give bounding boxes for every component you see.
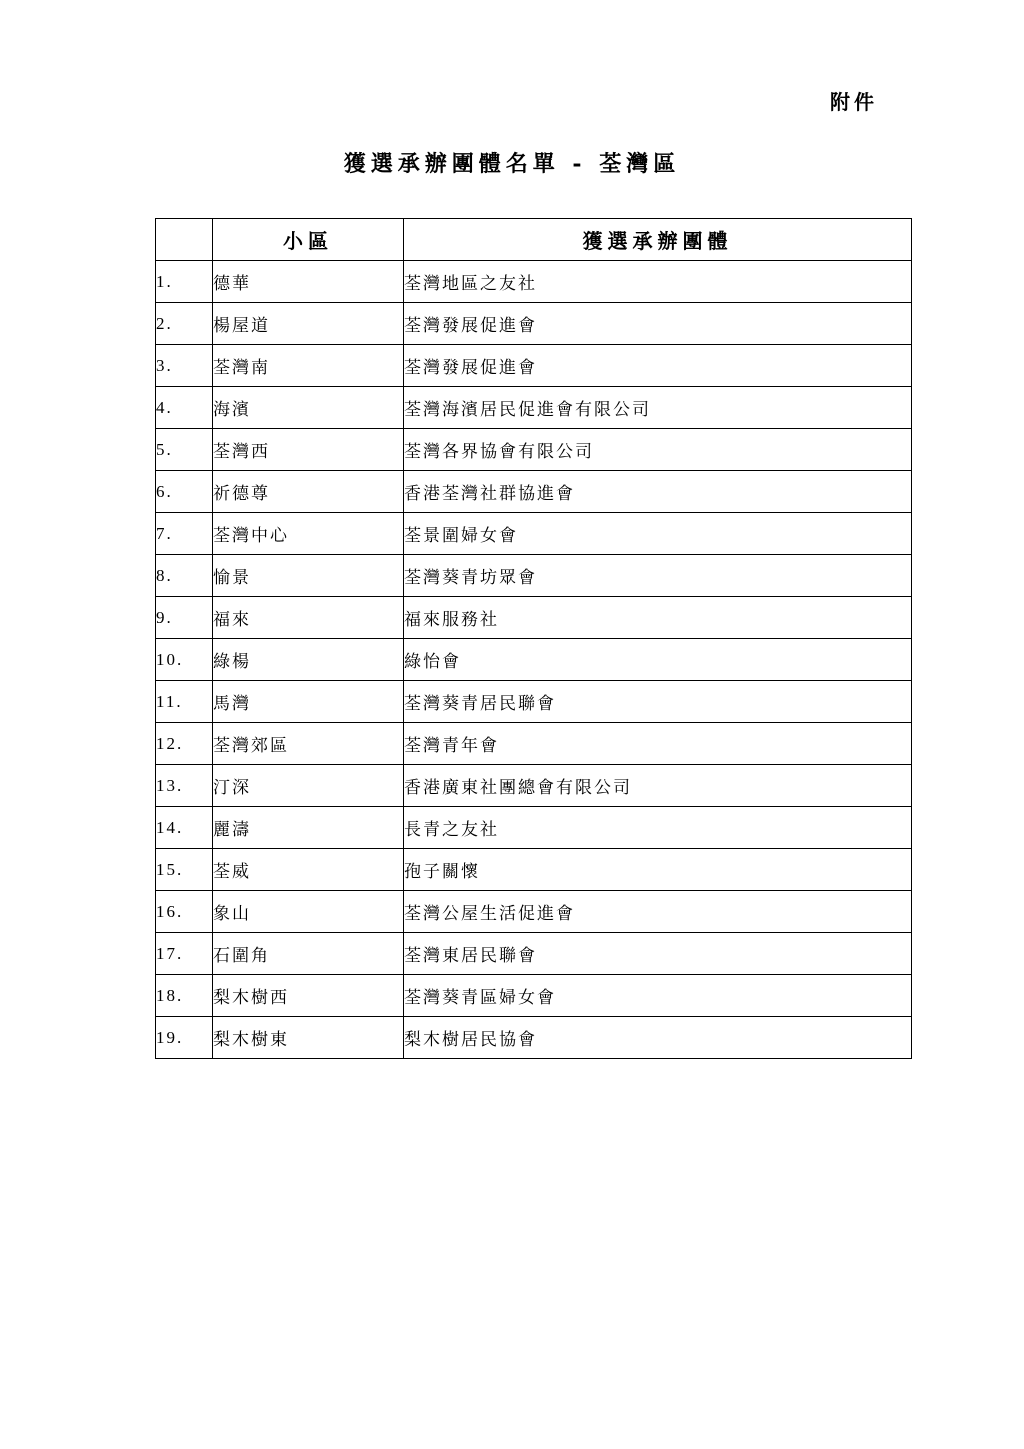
row-number: 18. <box>156 975 213 1017</box>
row-district: 荃灣南 <box>213 345 404 387</box>
table-row <box>156 345 912 387</box>
row-number: 17. <box>156 933 213 975</box>
row-number: 16. <box>156 891 213 933</box>
row-number: 19. <box>156 1017 213 1059</box>
row-district: 荃灣郊區 <box>213 723 404 765</box>
table-row <box>156 513 912 555</box>
header-district: 小區 <box>213 219 404 261</box>
row-district: 愉景 <box>213 555 404 597</box>
row-organisation: 福來服務社 <box>404 597 912 639</box>
row-number: 12. <box>156 723 213 765</box>
header-number <box>156 219 213 261</box>
row-organisation: 荃灣東居民聯會 <box>404 933 912 975</box>
row-organisation: 荃灣公屋生活促進會 <box>404 891 912 933</box>
table-row <box>156 849 912 891</box>
row-organisation: 荃灣地區之友社 <box>404 261 912 303</box>
row-number: 8. <box>156 555 213 597</box>
row-district: 荃灣西 <box>213 429 404 471</box>
row-organisation: 香港廣東社團總會有限公司 <box>404 765 912 807</box>
table-row <box>156 891 912 933</box>
row-number: 6. <box>156 471 213 513</box>
row-organisation: 荃灣各界協會有限公司 <box>404 429 912 471</box>
row-organisation: 荃灣青年會 <box>404 723 912 765</box>
table-row <box>156 723 912 765</box>
row-organisation: 荃景圍婦女會 <box>404 513 912 555</box>
table-row <box>156 933 912 975</box>
row-number: 10. <box>156 639 213 681</box>
row-district: 綠楊 <box>213 639 404 681</box>
row-district: 馬灣 <box>213 681 404 723</box>
table-row <box>156 975 912 1017</box>
table-row <box>156 429 912 471</box>
table-row <box>156 597 912 639</box>
row-number: 2. <box>156 303 213 345</box>
row-organisation: 荃灣海濱居民促進會有限公司 <box>404 387 912 429</box>
row-district: 石圍角 <box>213 933 404 975</box>
table-row <box>156 261 912 303</box>
row-number: 1. <box>156 261 213 303</box>
annex-label: 附件 <box>830 90 878 114</box>
row-number: 15. <box>156 849 213 891</box>
row-district: 梨木樹東 <box>213 1017 404 1059</box>
row-number: 5. <box>156 429 213 471</box>
row-number: 3. <box>156 345 213 387</box>
row-organisation: 荃灣葵青坊眾會 <box>404 555 912 597</box>
table-row <box>156 1017 912 1059</box>
document-title: 獲選承辦團體名單 - 荃灣區 <box>343 151 681 177</box>
organisation-table <box>155 218 912 1059</box>
row-district: 荃威 <box>213 849 404 891</box>
row-number: 9. <box>156 597 213 639</box>
row-organisation: 荃灣葵青居民聯會 <box>404 681 912 723</box>
row-district: 福來 <box>213 597 404 639</box>
table-row <box>156 303 912 345</box>
row-district: 荃灣中心 <box>213 513 404 555</box>
row-organisation: 荃灣發展促進會 <box>404 303 912 345</box>
row-number: 7. <box>156 513 213 555</box>
row-organisation: 梨木樹居民協會 <box>404 1017 912 1059</box>
row-organisation: 孢子關懷 <box>404 849 912 891</box>
row-district: 象山 <box>213 891 404 933</box>
row-district: 梨木樹西 <box>213 975 404 1017</box>
row-district: 祈德尊 <box>213 471 404 513</box>
row-organisation: 香港荃灣社群協進會 <box>404 471 912 513</box>
table-row <box>156 681 912 723</box>
table-row <box>156 807 912 849</box>
header-organisation: 獲選承辦團體 <box>404 219 912 261</box>
table-row <box>156 765 912 807</box>
table-row <box>156 387 912 429</box>
table-row <box>156 555 912 597</box>
row-district: 楊屋道 <box>213 303 404 345</box>
row-number: 11. <box>156 681 213 723</box>
table-row <box>156 471 912 513</box>
row-district: 海濱 <box>213 387 404 429</box>
table-row <box>156 639 912 681</box>
table-header-row <box>156 219 912 261</box>
row-district: 德華 <box>213 261 404 303</box>
row-number: 13. <box>156 765 213 807</box>
row-organisation: 荃灣葵青區婦女會 <box>404 975 912 1017</box>
row-district: 麗濤 <box>213 807 404 849</box>
row-organisation: 綠怡會 <box>404 639 912 681</box>
row-number: 4. <box>156 387 213 429</box>
row-number: 14. <box>156 807 213 849</box>
row-organisation: 荃灣發展促進會 <box>404 345 912 387</box>
row-organisation: 長青之友社 <box>404 807 912 849</box>
row-district: 汀深 <box>213 765 404 807</box>
